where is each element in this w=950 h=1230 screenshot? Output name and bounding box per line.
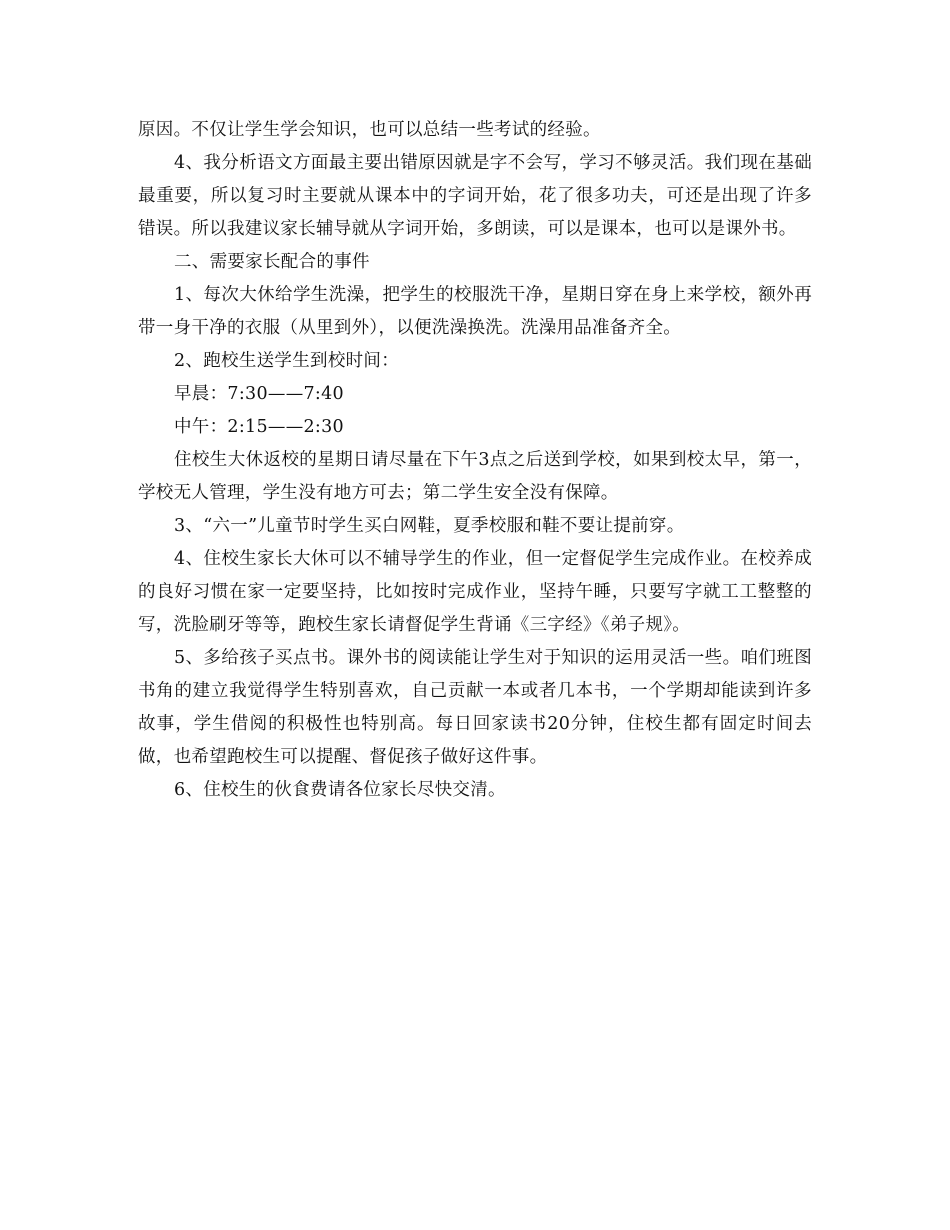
document-body: [138, 114, 812, 807]
paragraph: 2、跑校生送学生到校时间：: [174, 351, 400, 371]
paragraph: 6、住校生的伙食费请各位家长尽快交清。: [174, 780, 506, 800]
paragraph: 3、“六一”儿童节时学生买白网鞋，夏季校服和鞋不要让提前穿。: [174, 516, 685, 536]
paragraph: 4、我分析语文方面最主要出错原因就是字不会写，学习不够灵活。我们现在基础最重要，所以复习时主要就从课本中的字词开始，花了很多功夫，可还是出现了许多错误。所以我建议家长辅导就从字词开始，多朗读，可以是课本，也可以是课外书。: [138, 153, 812, 239]
paragraph: 1、每次大休给学生洗澡，把学生的校服洗干净，星期日穿在身上来学校，额外再带一身干净的衣服（从里到外），以便洗澡换洗。洗澡用品准备齐全。: [138, 285, 812, 338]
paragraph: 住校生大休返校的星期日请尽量在下午3点之后送到学校，如果到校太早，第一，学校无人管理，学生没有地方可去；第二学生安全没有保障。: [138, 450, 812, 503]
schedule-line-noon: 中午：2:15——2:30: [174, 417, 344, 437]
schedule-line-morning: 早晨：7:30——7:40: [174, 384, 344, 404]
paragraph: 原因。不仅让学生学会知识，也可以总结一些考试的经验。: [138, 120, 601, 140]
paragraph: 4、住校生家长大休可以不辅导学生的作业，但一定督促学生完成作业。在校养成的良好习惯在家一定要坚持，比如按时完成作业，坚持午睡，只要写字就工工整整的写，洗脸刷牙等等，跑校生家长请督促学生背诵《三字经》《弟子规》。: [138, 549, 812, 635]
paragraph: 5、多给孩子买点书。课外书的阅读能让学生对于知识的运用灵活一些。咱们班图书角的建立我觉得学生特别喜欢，自己贡献一本或者几本书，一个学期却能读到许多故事，学生借阅的积极性也特别高。每日回家读书20分钟，住校生都有固定时间去做，也希望跑校生可以提醒、督促孩子做好这件事。: [138, 648, 812, 767]
section-heading: 二、需要家长配合的事件: [174, 252, 370, 272]
